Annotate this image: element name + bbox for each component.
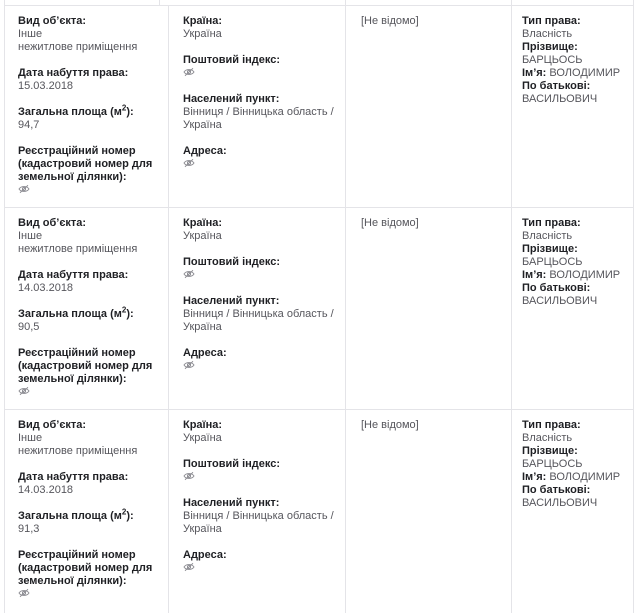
settlement-label: Населений пункт: [183, 93, 280, 105]
first-name-value: ВОЛОДИМИР [549, 67, 621, 79]
patronymic-value: ВАСИЛЬОВИЧ [522, 497, 598, 509]
right-type-value: Власність [522, 432, 573, 444]
right-type-value: Власність [522, 230, 573, 242]
postal-code-hidden-value [183, 471, 335, 484]
object-type-field [18, 15, 158, 54]
registration-number-field [18, 347, 158, 399]
total-area-label-pre: Загальна площа (м [18, 308, 122, 320]
postal-code-field [183, 256, 335, 282]
eye-slash-icon [183, 360, 195, 374]
postal-code-field [183, 458, 335, 484]
acquisition-date-field [18, 269, 158, 295]
address-hidden-value [183, 158, 335, 171]
registration-number-hidden-value [18, 184, 158, 197]
settlement-field [183, 295, 335, 334]
first-name-line [522, 67, 627, 80]
first-name-line [522, 269, 627, 282]
ownership-status-cell [346, 208, 512, 409]
address-hidden-value [183, 562, 335, 575]
object-type-value: Інше [18, 28, 43, 40]
address-label: Адреса: [183, 347, 227, 359]
object-type-label: Вид об’єкта: [18, 419, 87, 431]
object-type-cell [5, 410, 169, 613]
right-type-value: Власність [522, 28, 573, 40]
total-area-label-post: ): [126, 510, 134, 522]
patronymic-label: По батькові: [522, 484, 591, 496]
ownership-status-value: [Не відомо] [361, 15, 419, 27]
postal-code-label: Поштовий індекс: [183, 54, 281, 66]
address-field [183, 347, 335, 373]
right-type-label: Тип права: [522, 15, 581, 27]
acquisition-date-label: Дата набуття права: [18, 269, 129, 281]
settlement-field [183, 497, 335, 536]
total-area-value: 90,5 [18, 321, 40, 333]
object-type-label: Вид об’єкта: [18, 217, 87, 229]
prev-cell [512, 0, 633, 5]
registration-number-field [18, 549, 158, 601]
country-field [183, 217, 335, 243]
first-name-label: Ім’я: [522, 471, 547, 483]
eye-slash-icon [183, 471, 195, 485]
country-field [183, 15, 335, 41]
address-hidden-value [183, 360, 335, 373]
address-field [183, 145, 335, 171]
right-type-label: Тип права: [522, 217, 581, 229]
settlement-value: Вінниця / Вінницька область / Україна [183, 510, 334, 535]
first-name-label: Ім’я: [522, 67, 547, 79]
last-name-label: Прізвище: [522, 243, 578, 255]
country-field [183, 419, 335, 445]
patronymic-value: ВАСИЛЬОВИЧ [522, 295, 598, 307]
object-type-value: нежитлове приміщення [18, 41, 138, 53]
registration-number-hidden-value [18, 386, 158, 399]
address-field [183, 549, 335, 575]
acquisition-date-field [18, 67, 158, 93]
total-area-label-post: ): [126, 106, 134, 118]
ownership-status-value: [Не відомо] [361, 419, 419, 431]
rights-cell [512, 6, 633, 207]
acquisition-date-value: 15.03.2018 [18, 80, 74, 92]
location-cell [169, 6, 346, 207]
country-label: Країна: [183, 217, 223, 229]
registration-number-label: Реєстраційний номер (кадастровий номер для земельної ділянки): [18, 549, 153, 587]
acquisition-date-value: 14.03.2018 [18, 484, 74, 496]
object-type-label: Вид об’єкта: [18, 15, 87, 27]
settlement-value: Вінниця / Вінницька область / Україна [183, 106, 334, 131]
total-area-value: 94,7 [18, 119, 40, 131]
total-area-label [18, 507, 158, 523]
prev-cell [346, 0, 512, 5]
table-row [5, 410, 633, 613]
eye-slash-icon [18, 184, 30, 198]
registration-number-label: Реєстраційний номер (кадастровий номер для земельної ділянки): [18, 347, 153, 385]
object-type-cell [5, 208, 169, 409]
first-name-value: ВОЛОДИМИР [549, 269, 621, 281]
last-name-label: Прізвище: [522, 445, 578, 457]
total-area-label-sup: 2 [121, 507, 127, 517]
address-label: Адреса: [183, 145, 227, 157]
settlement-field [183, 93, 335, 132]
ownership-status-cell [346, 6, 512, 207]
object-type-value: нежитлове приміщення [18, 243, 138, 255]
total-area-label-pre: Загальна площа (м [18, 510, 122, 522]
address-label: Адреса: [183, 549, 227, 561]
acquisition-date-label: Дата набуття права: [18, 67, 129, 79]
last-name-value: БАРЦЬОСЬ [522, 458, 583, 470]
first-name-value: ВОЛОДИМИР [549, 471, 621, 483]
table-row [5, 6, 633, 208]
settlement-label: Населений пункт: [183, 497, 280, 509]
object-type-field [18, 419, 158, 458]
total-area-label [18, 103, 158, 119]
declaration-objects-table [4, 0, 634, 613]
postal-code-label: Поштовий індекс: [183, 256, 281, 268]
eye-slash-icon [183, 562, 195, 576]
acquisition-date-value: 14.03.2018 [18, 282, 74, 294]
object-type-cell [5, 6, 169, 207]
total-area-label-post: ): [126, 308, 134, 320]
settlement-label: Населений пункт: [183, 295, 280, 307]
ownership-status-cell [346, 410, 512, 613]
eye-slash-icon [183, 158, 195, 172]
registration-number-label: Реєстраційний номер (кадастровий номер для земельної ділянки): [18, 145, 153, 183]
acquisition-date-label: Дата набуття права: [18, 471, 129, 483]
right-type-label: Тип права: [522, 419, 581, 431]
location-cell [169, 410, 346, 613]
settlement-value: Вінниця / Вінницька область / Україна [183, 308, 334, 333]
last-name-value: БАРЦЬОСЬ [522, 256, 583, 268]
eye-slash-icon [18, 588, 30, 602]
prev-cell [160, 0, 346, 5]
acquisition-date-field [18, 471, 158, 497]
object-type-field [18, 217, 158, 256]
table-row [5, 208, 633, 410]
total-area-value: 91,3 [18, 523, 40, 535]
patronymic-label: По батькові: [522, 80, 591, 92]
ownership-status-value: [Не відомо] [361, 217, 419, 229]
last-name-label: Прізвище: [522, 41, 578, 53]
first-name-line [522, 471, 627, 484]
postal-code-hidden-value [183, 67, 335, 80]
patronymic-label: По батькові: [522, 282, 591, 294]
first-name-label: Ім’я: [522, 269, 547, 281]
object-type-value: нежитлове приміщення [18, 445, 138, 457]
rights-cell [512, 208, 633, 409]
registration-number-field [18, 145, 158, 197]
total-area-field [18, 305, 158, 334]
rights-cell [512, 410, 633, 613]
patronymic-value: ВАСИЛЬОВИЧ [522, 93, 598, 105]
object-type-value: Інше [18, 432, 43, 444]
country-value: Україна [183, 28, 222, 40]
postal-code-label: Поштовий індекс: [183, 458, 281, 470]
total-area-label-pre: Загальна площа (м [18, 106, 122, 118]
registration-number-hidden-value [18, 588, 158, 601]
eye-slash-icon [183, 67, 195, 81]
country-label: Країна: [183, 419, 223, 431]
eye-slash-icon [18, 386, 30, 400]
last-name-value: БАРЦЬОСЬ [522, 54, 583, 66]
country-value: Україна [183, 432, 222, 444]
total-area-label [18, 305, 158, 321]
postal-code-field [183, 54, 335, 80]
postal-code-hidden-value [183, 269, 335, 282]
country-label: Країна: [183, 15, 223, 27]
eye-slash-icon [183, 269, 195, 283]
total-area-field [18, 507, 158, 536]
location-cell [169, 208, 346, 409]
total-area-label-sup: 2 [121, 103, 127, 113]
object-type-value: Інше [18, 230, 43, 242]
total-area-label-sup: 2 [121, 305, 127, 315]
country-value: Україна [183, 230, 222, 242]
prev-cell [5, 0, 160, 5]
total-area-field [18, 103, 158, 132]
